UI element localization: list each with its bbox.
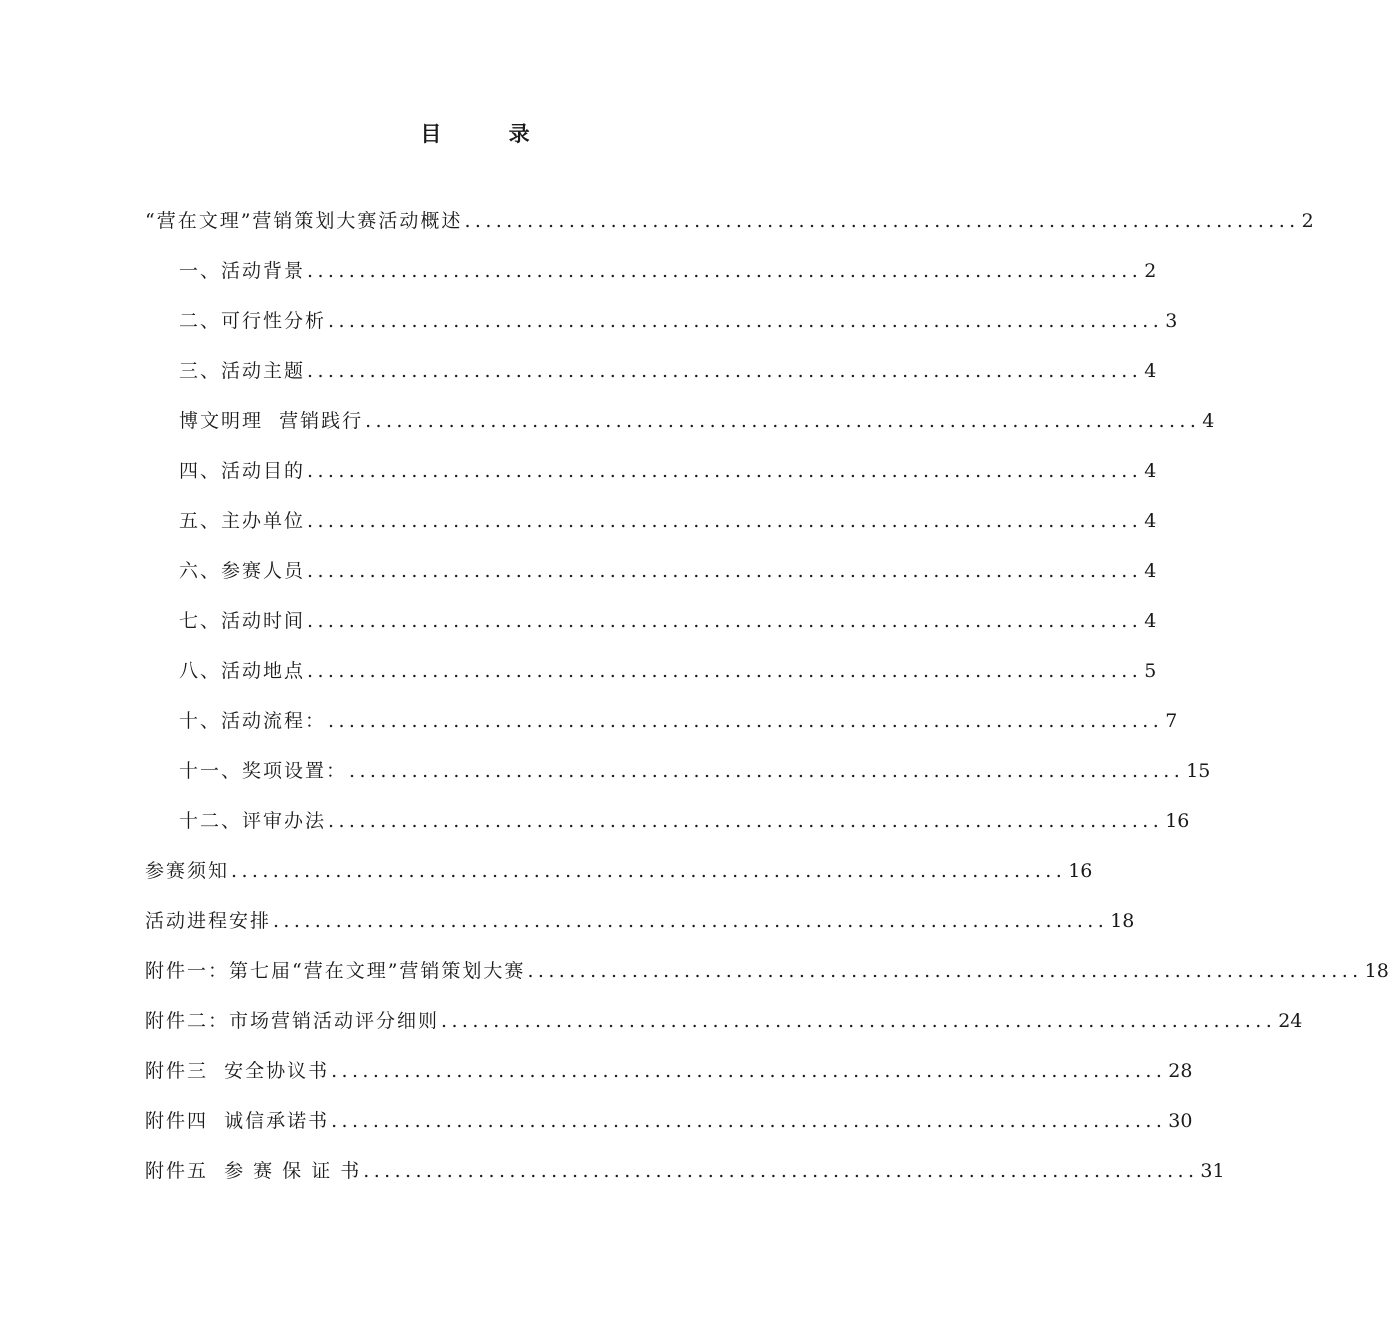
toc-entry-purpose[interactable] [179, 453, 1157, 489]
dot-leader: ................................................................................ [307, 610, 1143, 632]
toc-page-number: 16 [1068, 860, 1093, 882]
toc-entry-awards[interactable] [179, 753, 1211, 789]
dot-leader: ................................................................................ [331, 1110, 1167, 1132]
toc-entry-background[interactable] [179, 253, 1157, 289]
toc-page-number: 18 [1364, 960, 1389, 982]
dot-leader: ................................................................................ [328, 310, 1164, 332]
dot-leader: ................................................................................ [441, 1010, 1277, 1032]
toc-page-number: 31 [1200, 1160, 1225, 1182]
toc-entry-text: 七、活动时间 [179, 610, 306, 632]
toc-entry-text: 附件二：市场营销活动评分细则 [145, 1010, 440, 1032]
toc-page-number: 4 [1144, 610, 1157, 632]
toc-page-number: 2 [1301, 210, 1314, 232]
toc-entry-text: 附件三 安全协议书 [145, 1060, 330, 1082]
toc-entry-participants[interactable] [179, 553, 1157, 589]
toc-entry-text: 附件四 诚信承诺书 [145, 1110, 330, 1132]
toc-page-number: 4 [1144, 460, 1157, 482]
toc-entry-text: 活动进程安排 [145, 910, 272, 932]
toc-entry-appendix-2[interactable] [145, 1003, 1303, 1039]
dot-leader: ................................................................................ [464, 210, 1300, 232]
toc-entry-judging[interactable] [179, 803, 1190, 839]
toc-page-number: 2 [1144, 260, 1157, 282]
toc-entry-text: 十、活动流程： [179, 710, 327, 732]
toc-entry-text: “营在文理”营销策划大赛活动概述 [145, 210, 463, 232]
toc-entry-process[interactable] [179, 703, 1178, 739]
dot-leader: ................................................................................ [307, 510, 1143, 532]
toc-entry-text: 附件五 参 赛 保 证 书 [145, 1160, 362, 1182]
dot-leader: ................................................................................ [307, 460, 1143, 482]
dot-leader: ................................................................................ [365, 410, 1201, 432]
toc-entry-appendix-4[interactable] [145, 1103, 1193, 1139]
dot-leader: ................................................................................ [307, 360, 1143, 382]
toc-entry-text: 十二、评审办法 [179, 810, 327, 832]
toc-entry-text: 参赛须知 [145, 860, 230, 882]
toc-page-number: 30 [1168, 1110, 1193, 1132]
toc-entry-text: 五、主办单位 [179, 510, 306, 532]
toc-title: 目 录 [420, 121, 560, 146]
dot-leader: ................................................................................ [307, 560, 1143, 582]
toc-entry-text: 四、活动目的 [179, 460, 306, 482]
toc-entry-feasibility[interactable] [179, 303, 1178, 339]
dot-leader: ................................................................................ [307, 260, 1143, 282]
toc-entry-text: 八、活动地点 [179, 660, 306, 682]
toc-entry-appendix-3[interactable] [145, 1053, 1193, 1089]
toc-entry-text: 二、可行性分析 [179, 310, 327, 332]
toc-entry-text: 一、活动背景 [179, 260, 306, 282]
toc-page-number: 7 [1165, 710, 1178, 732]
toc-page-number: 3 [1165, 310, 1178, 332]
dot-leader: ................................................................................ [363, 1160, 1199, 1182]
dot-leader: ................................................................................ [273, 910, 1109, 932]
dot-leader: ................................................................................ [328, 810, 1164, 832]
toc-page-number: 28 [1168, 1060, 1193, 1082]
toc-entry-text: 附件一：第七届“营在文理”营销策划大赛 [145, 960, 526, 982]
toc-entry-overview[interactable] [145, 203, 1314, 239]
dot-leader: ................................................................................ [527, 960, 1363, 982]
toc-entry-notice[interactable] [145, 853, 1093, 889]
toc-entry-text: 博文明理 营销践行 [179, 410, 364, 432]
toc-entry-theme[interactable] [179, 353, 1157, 389]
toc-page-number: 18 [1110, 910, 1135, 932]
toc-page-number: 5 [1144, 660, 1157, 682]
toc-page-number: 4 [1202, 410, 1215, 432]
toc-page-number: 4 [1144, 560, 1157, 582]
toc-page-number: 4 [1144, 510, 1157, 532]
toc-entry-schedule[interactable] [145, 903, 1135, 939]
toc-entry-time[interactable] [179, 603, 1157, 639]
toc-entry-slogan[interactable] [179, 403, 1215, 439]
toc-entry-text: 六、参赛人员 [179, 560, 306, 582]
dot-leader: ................................................................................ [349, 760, 1185, 782]
toc-page-number: 24 [1278, 1010, 1303, 1032]
dot-leader: ................................................................................ [307, 660, 1143, 682]
toc-entry-text: 三、活动主题 [179, 360, 306, 382]
dot-leader: ................................................................................ [231, 860, 1067, 882]
dot-leader: ................................................................................ [328, 710, 1164, 732]
dot-leader: ................................................................................ [331, 1060, 1167, 1082]
toc-entry-appendix-1[interactable] [145, 953, 1389, 989]
toc-page-number: 15 [1186, 760, 1211, 782]
toc-page-number: 4 [1144, 360, 1157, 382]
toc-page-number: 16 [1165, 810, 1190, 832]
toc-entry-organizer[interactable] [179, 503, 1157, 539]
toc-entry-appendix-5[interactable] [145, 1153, 1225, 1189]
toc-entry-text: 十一、奖项设置： [179, 760, 348, 782]
toc-entry-location[interactable] [179, 653, 1157, 689]
